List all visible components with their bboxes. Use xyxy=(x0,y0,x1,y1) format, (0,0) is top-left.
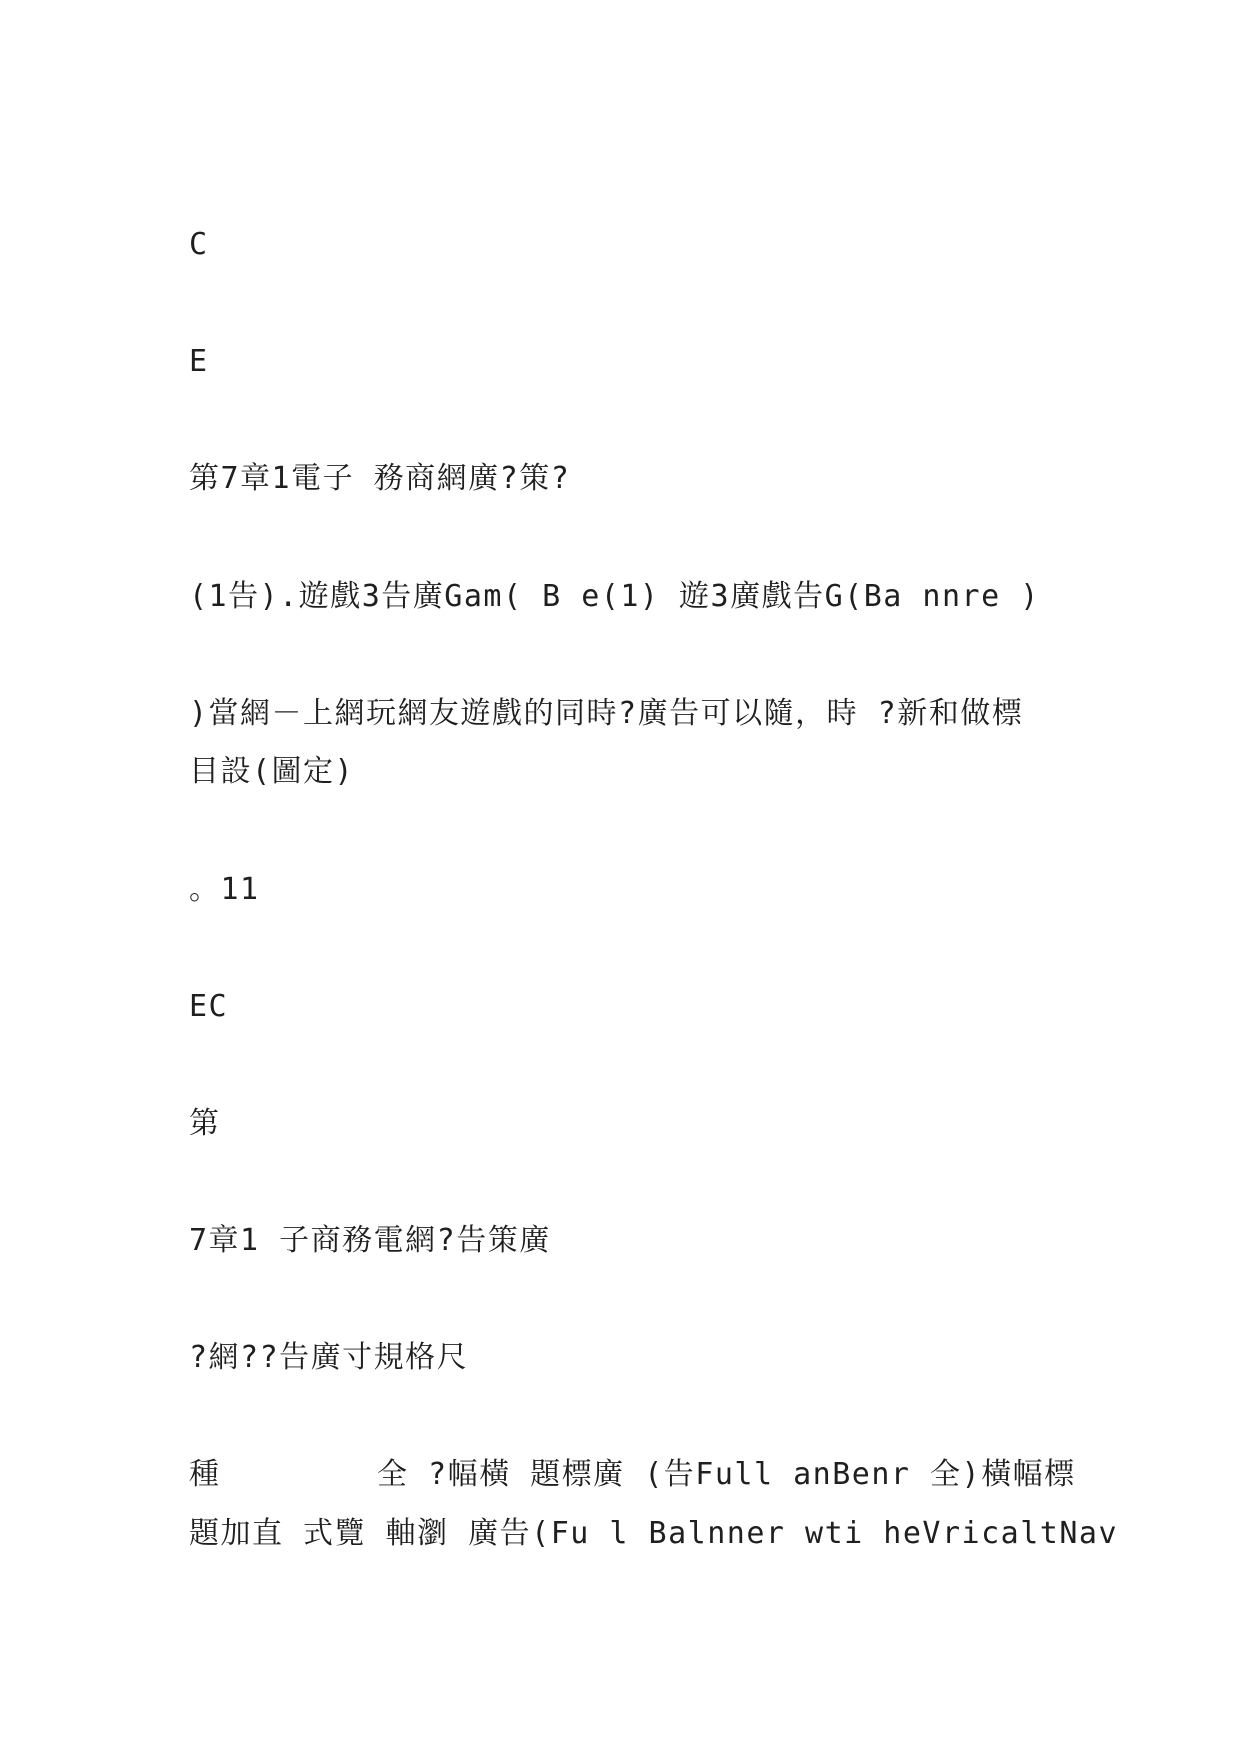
paragraph-e xyxy=(189,333,1121,392)
text-line: E xyxy=(189,344,209,380)
paragraph-c xyxy=(189,216,1121,275)
text-line: 題加直 式覽 軸瀏 廣告(Fu l Balnner wti heVricaltNav xyxy=(189,1516,1119,1552)
text-line: 目設(圖定) xyxy=(189,754,355,790)
body-paragraph xyxy=(189,685,1121,802)
text-line: 。11 xyxy=(189,871,260,907)
page-number xyxy=(189,861,1121,920)
text-line: (1告).遊戲3告廣Gam( B e(1) 遊3廣戲告G(Ba nnre ) xyxy=(189,578,1040,614)
subsection-heading xyxy=(189,1329,1121,1388)
text-line: 第 xyxy=(189,1105,221,1141)
paragraph-ec xyxy=(189,978,1121,1037)
text-line: ?網??告廣寸規格尺 xyxy=(189,1340,469,1376)
text-line: C xyxy=(189,227,209,262)
text-line: 第7章1電子 務商網廣?策? xyxy=(189,461,571,497)
chapter-heading-repeat xyxy=(189,1212,1121,1271)
text-line: EC xyxy=(189,988,229,1024)
body-paragraph-banner xyxy=(189,1446,1121,1563)
text-line: )當網－上網玩網友遊戲的同時?廣告可以隨，時 ?新和做標 xyxy=(189,695,1024,731)
text-line: 種 全 ?幅橫 題標廣 (告Full anBenr 全)橫幅標 xyxy=(189,1457,1076,1493)
section-heading xyxy=(189,568,1121,627)
chapter-heading xyxy=(189,450,1121,509)
paragraph-di xyxy=(189,1095,1121,1154)
text-line: 7章1 子商務電網?告策廣 xyxy=(189,1223,551,1259)
